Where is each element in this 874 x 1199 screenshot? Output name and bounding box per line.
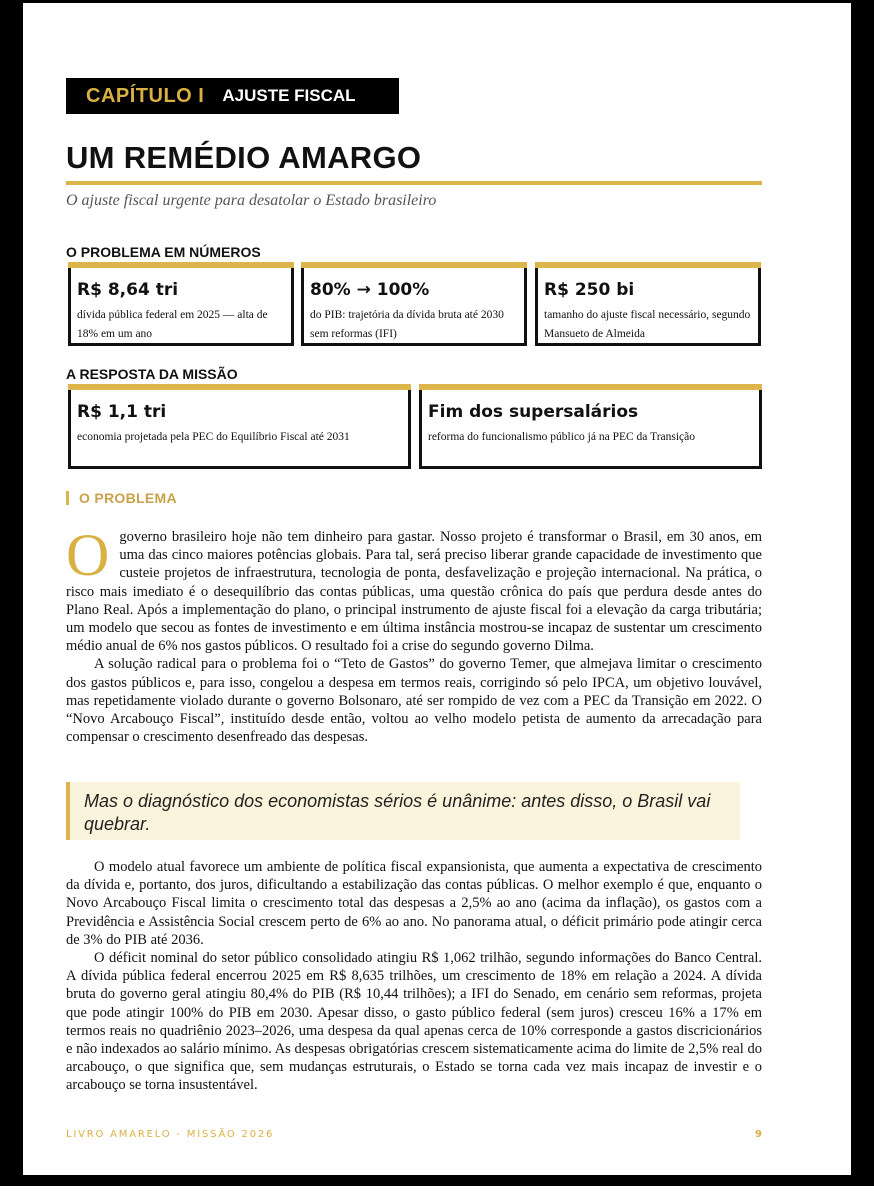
body-text-top [66, 522, 762, 746]
pull-quote: Mas o diagnóstico dos economistas sérios é unânime: antes disso, o Brasil vai quebrar. [66, 782, 740, 840]
heading-accent-bar [66, 491, 69, 505]
paragraph-1-text: governo brasileiro hoje não tem dinheiro para gastar. Nosso projeto é transformar o Brasil, em 30 anos, em uma das cinco maiores potências globais. Para tal, será preciso liberar grande capacidade de investimento que custeie projetos de infraestrutura, tecnologia de ponta, desfavelização e projeção internacional. Na prática, o risco mais imediato é o desequilíbrio das contas públicas, uma questão crônica do país que perdura desde antes do Plano Real. Após a implementação do plano, o principal instrumento de ajuste fiscal foi a elevação da carga tributária; um modelo que secou as fontes de investimento e em última instância mostrou-se incapaz de sustentar um crescimento médio anual de 6% nos gastos públicos. O resultado foi a crise do segundo governo Dilma. [66, 529, 762, 655]
page-number: 9 [755, 1129, 762, 1140]
stat-card-debt [68, 268, 294, 346]
card-value: R$ 8,64 tri [77, 280, 179, 300]
chapter-banner [66, 78, 399, 114]
paragraph-2: A solução radical para o problema foi o “Teto de Gastos” do governo Temer, que almejava limitar o crescimento dos gastos públicos e, para isso, congelou a despesa em termos reais, corrigindo só pelo IPCA, um objetivo louvável, mas repetidamente violado durante o governo Bolsonaro, até ser rompido de vez com a PEC da Transição em 2022. O “Novo Arcabouço Fiscal”, instituído desde então, voltou ao velho modelo petista de aumento da arrecadação para compensar o crescimento desenfreado das despesas. [66, 656, 762, 746]
card-description: reforma do funcionalismo público já na PEC da Transição [428, 431, 696, 443]
stat-card-gdp [301, 268, 527, 346]
paragraph-1 [66, 522, 762, 655]
body-text-bottom [66, 858, 762, 1095]
card-description: economia projetada pela PEC do Equilíbrio Fiscal até 2031 [77, 431, 350, 443]
card-description: do PIB: trajetória da dívida bruta até 2030 sem reformas (IFI) [310, 309, 504, 340]
mission-card-savings [68, 390, 411, 469]
chapter-number: CAPÍTULO I [86, 84, 205, 107]
numbers-section-label: O PROBLEMA EM NÚMEROS [66, 244, 261, 260]
footer-title: LIVRO AMARELO - MISSÃO 2026 [66, 1129, 275, 1140]
card-description: dívida pública federal em 2025 — alta de 18% em um ano [77, 309, 268, 340]
card-description: tamanho do ajuste fiscal necessário, segundo Mansueto de Almeida [544, 309, 751, 340]
stat-card-adjustment [535, 268, 761, 346]
card-value: R$ 1,1 tri [77, 402, 167, 422]
page-title: UM REMÉDIO AMARGO [66, 140, 422, 175]
title-rule [66, 181, 762, 185]
chapter-name: AJUSTE FISCAL [222, 86, 356, 105]
paragraph-4: O déficit nominal do setor público consolidado atingiu R$ 1,062 trilhão, segundo informações do Banco Central. A dívida pública federal encerrou 2025 em R$ 8,635 trilhões, um crescimento de 18% em relação a 2024. A dívida bruta do governo geral atingiu 80,4% do PIB (R$ 10,44 trilhões); a IFI do Senado, em cenário sem reformas, projeta que pode atingir 100% do PIB em 2030. Apesar disso, o gasto público federal (sem juros) cresceu 16% a 17% em termos reais no quadriênio 2023–2026, uma despesa da qual apenas cerca de 10% corresponde a gastos discricionários e não indexados ao salário mínimo. As despesas obrigatórias crescem sistematicamente acima do limite de 2,5% real do arcabouço, o que significa que, sem mudanças estruturais, o Estado se torna cada vez mais incapaz de investir e o arcabouço se torna insustentável. [66, 950, 762, 1094]
problem-heading [66, 490, 177, 506]
card-value: R$ 250 bi [544, 280, 635, 300]
page-subtitle: O ajuste fiscal urgente para desatolar o Estado brasileiro [66, 192, 437, 209]
mission-section-label: A RESPOSTA DA MISSÃO [66, 366, 238, 382]
card-value: Fim dos supersalários [428, 402, 639, 422]
card-value: 80% → 100% [310, 280, 430, 300]
bottom-strip [0, 1186, 874, 1199]
mission-card-supersalaries [419, 390, 762, 469]
paragraph-3: O modelo atual favorece um ambiente de política fiscal expansionista, que aumenta a expectativa de crescimento da dívida e, portanto, dos juros, dificultando a estabilização das contas públicas. O melhor exemplo é que, enquanto o Novo Arcabouço Fiscal limita o crescimento total das despesas a 2,5% ao ano (acima da inflação), os gastos com a Previdência e Assistência Social crescem perto de 6% ao ano. No panorama atual, o déficit primário pode atingir cerca de 3% do PIB até 2036. [66, 859, 762, 948]
drop-cap: O [66, 522, 110, 588]
problem-heading-text: O PROBLEMA [79, 490, 177, 506]
